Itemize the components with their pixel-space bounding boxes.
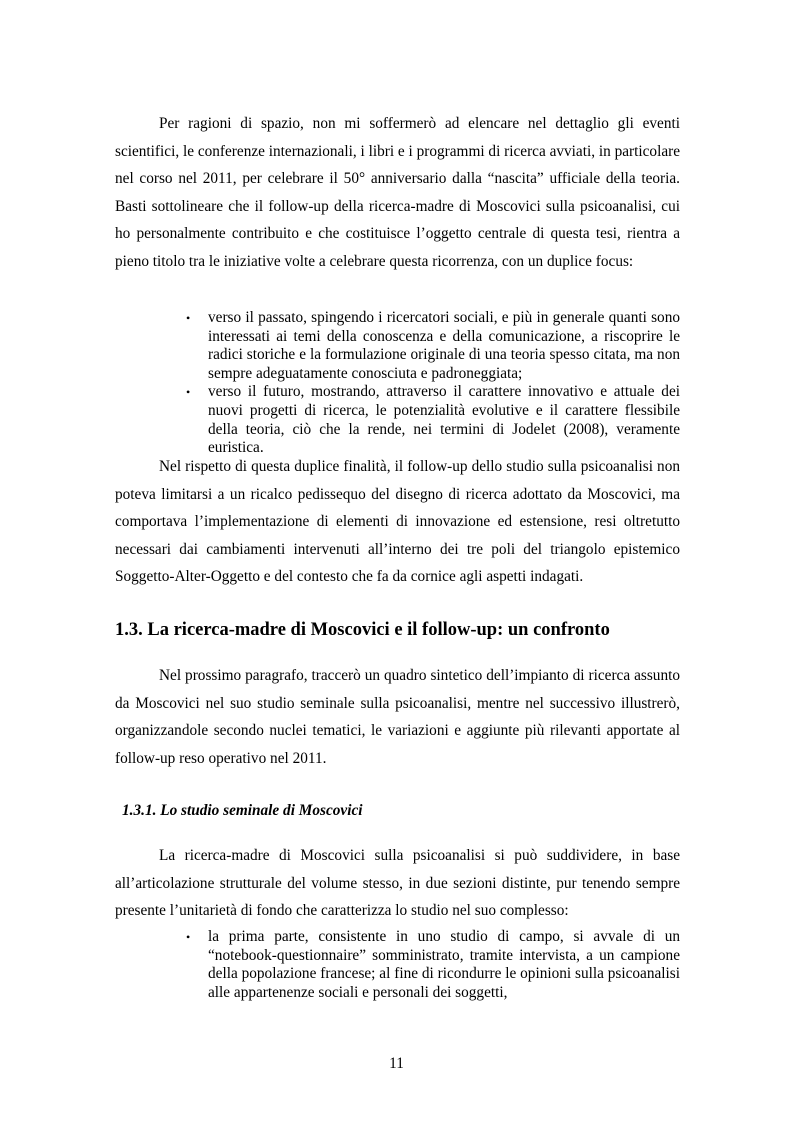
list-item-text: verso il futuro, mostrando, attraverso il carattere innovativo e attuale dei nuovi progetti di ricerca, le potenzialità evolutive e il carattere flessibile della teoria, ciò che la rende, nei termini di Jodelet (2008), veramente euristica. [208,383,680,457]
focus-bullet-list [183,309,680,458]
bullet-icon: • [186,385,191,400]
bullet-icon: • [186,930,191,944]
paragraph-intro: Per ragioni di spazio, non mi soffermerò ad elencare nel dettaglio gli eventi scientifici, le conferenze internazionali, i libri e i programmi di ricerca avviati, in particolare nel corso nel 2011, per celebrare il 50° anniversario dalla “nascita” ufficiale della teoria. Basti sottolineare che il follow-up della ricerca-madre di Moscovici sulla psicoanalisi, cui ho personalmente contribuito e che costituisce l’oggetto centrale di questa tesi, rientra a pieno titolo tra le iniziative volte a celebrare questa ricorrenza, con un duplice focus: [115,115,680,270]
page-number: 11 [389,1055,404,1072]
section-heading: 1.3. La ricerca-madre di Moscovici e il follow-up: un confronto [115,620,610,640]
paragraph-follow-up: Nel rispetto di questa duplice finalità, il follow-up dello studio sulla psicoanalisi non poteva limitarsi a un ricalco pedissequo del disegno di ricerca adottato da Moscovici, ma comportava l’implementazione di elementi di innovazione ed estensione, resi oltretutto necessari dai cambiamenti intervenuti all’interno dei tre poli del triangolo epistemico Soggetto-Alter-Oggetto e del contesto che fa da cornice agli aspetti indagati. [115,458,680,586]
paragraph-overview: Nel prossimo paragrafo, traccerò un quadro sintetico dell’impianto di ricerca assunto da Moscovici nel suo studio seminale sulla psicoanalisi, mentre nel successivo illustrerò, organizzandole secondo nuclei tematici, le variazioni e aggiunte più rilevanti apportate al follow-up reso operativo nel 2011. [115,667,680,767]
bullet-icon: • [186,311,191,325]
list-item [183,309,680,383]
list-item [183,928,680,1002]
list-item-text: verso il passato, spingendo i ricercatori sociali, e più in generale quanti sono interessati ai temi della conoscenza e della comunicazione, a riscoprire le radici storiche e la formulazione originale di una teoria spesso citata, ma non sempre adeguatamente conosciuta e padroneggiata; [208,309,680,382]
paragraph-structure: La ricerca-madre di Moscovici sulla psicoanalisi si può suddividere, in base all’articolazione strutturale del volume stesso, in due sezioni distinte, pur tenendo sempre presente l’unitarietà di fondo che caratterizza lo studio nel suo complesso: [115,847,680,920]
subsection-heading: 1.3.1. Lo studio seminale di Moscovici [122,802,363,819]
sections-bullet-list [183,928,680,1002]
list-item [183,383,680,457]
list-item-text: la prima parte, consistente in uno studio di campo, si avvale di un “notebook-questionnaire” somministrato, tramite intervista, a un campione della popolazione francese; al fine di ricondurre le opinioni sulla psicoanalisi alle appartenenze sociali e personali dei soggetti, [208,928,680,1001]
